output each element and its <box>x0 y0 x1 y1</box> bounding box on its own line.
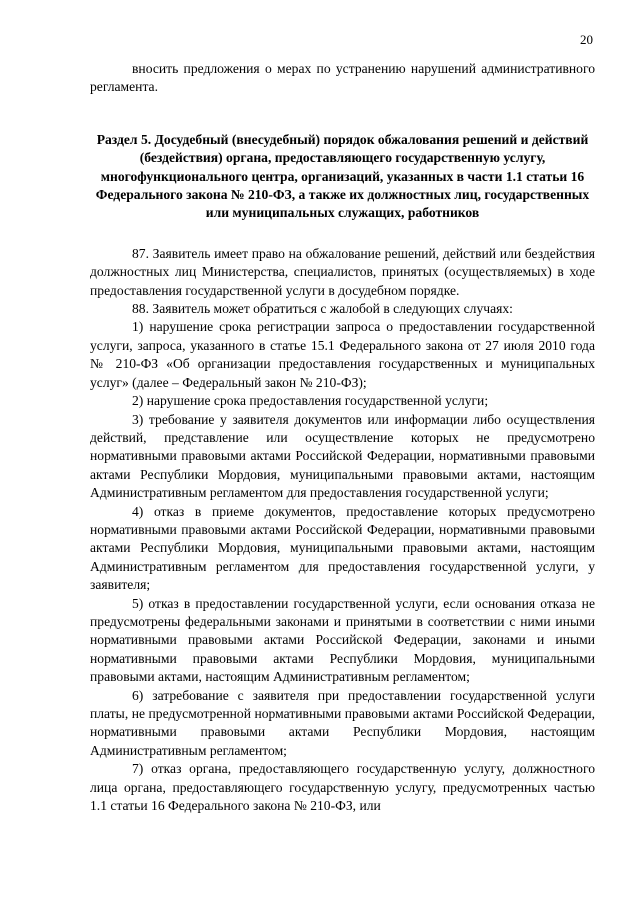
intro-paragraph: вносить предложения о мерах по устранению нарушений административного регламента. <box>90 61 595 95</box>
list-item-4: 4) отказ в приеме документов, предоставление которых предусмотрено нормативными правовыми актами Российской Федерации, нормативными правовыми актами Республики Мордовия, муниципальными правовыми актами, настоящим Административным регламентом для предоставления государственной услуги, у заявителя; <box>90 503 595 593</box>
list-item-2: 2) нарушение срока предоставления государственной услуги; <box>132 393 489 409</box>
page-number: 20 <box>580 32 593 47</box>
list-item-7: 7) отказ органа, предоставляющего государственную услугу, должностного лица органа, предоставляющего государственную услугу, предусмотренных частью 1.1 статьи 16 Федерального закона № 210-ФЗ, или <box>90 761 595 814</box>
list-item-3: 3) требование у заявителя документов или информации либо осуществления действий, представление или осуществление которых не предусмотрено нормативными правовыми актами Российской Федерации, нормативными правовыми актами Республики Мордовия, муниципальными правовыми актами, настоящим Административным регламентом для предоставления государственной услуги; <box>90 411 595 501</box>
list-item-5: 5) отказ в предоставлении государственной услуги, если основания отказа не предусмотрены федеральными законами и принятыми в соответствии с ними иными нормативными правовыми актами Российской Федерации, законами и иными нормативными правовыми актами Республики Мордовия, муниципальными правовыми актами, настоящим Административным регламентом; <box>90 595 595 685</box>
list-item-6: 6) затребование с заявителя при предоставлении государственной услуги платы, не предусмотренной нормативными правовыми актами Российской Федерации, нормативными правовыми актами Республики Мордовия, настоящим Административным регламентом; <box>90 687 595 758</box>
list-item-1: 1) нарушение срока регистрации запроса о предоставлении государственной услуги, запроса, указанного в статье 15.1 Федерального закона от 27 июля 2010 года № 210-ФЗ «Об организации предоставления государственных и муниципальных услуг» (далее – Федеральный закон № 210-ФЗ); <box>90 319 595 390</box>
paragraph-88: 88. Заявитель может обратиться с жалобой в следующих случаях: <box>132 301 513 317</box>
section-heading: Раздел 5. Досудебный (внесудебный) порядок обжалования решений и действий (бездействия) органа, предоставляющего государственную услугу, многофункционального центра, организаций, указанных в части 1.1 статьи 16 Федерального закона № 210-ФЗ, а также их должностных лиц, государственных или муниципальных служащих, работников <box>95 131 590 221</box>
page-content <box>90 60 595 815</box>
paragraph-87: 87. Заявитель имеет право на обжалование решений, действий или бездействия должностных лиц Министерства, специалистов, принятых (осуществляемых) в ходе предоставления государственной услуги в досудебном порядке. <box>90 245 595 298</box>
